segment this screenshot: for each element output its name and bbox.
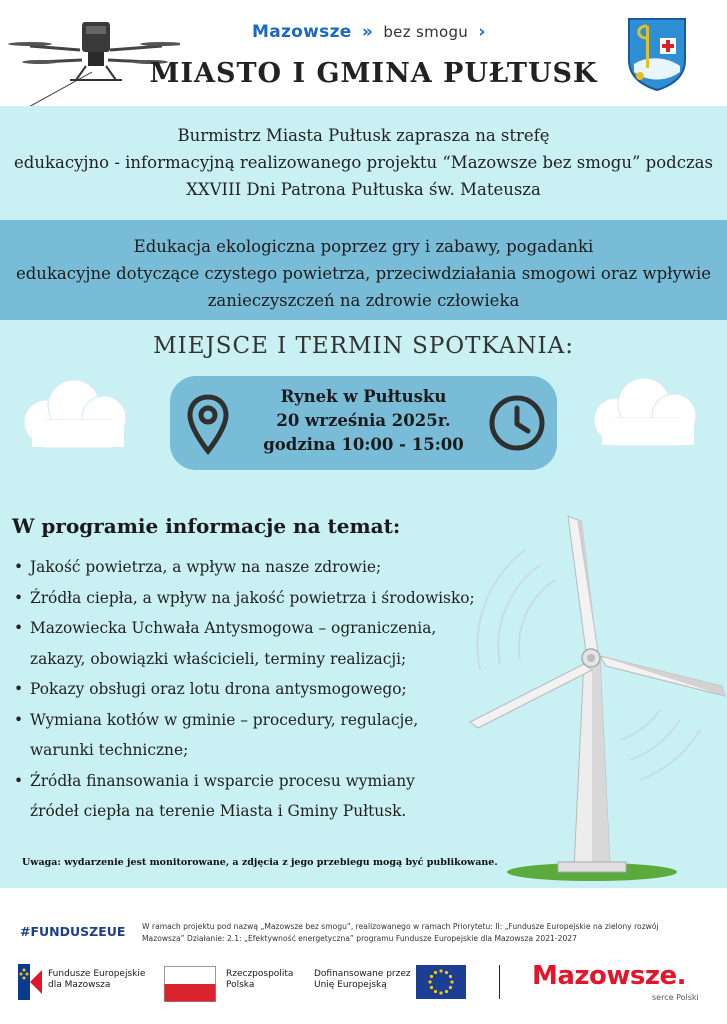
invitation-band	[0, 106, 727, 220]
list-item: • Wymiana kotłów w gminie – procedury, regulacje,	[14, 705, 484, 736]
list-item: • Źródła finansowania i wsparcie procesu wymiany	[14, 766, 484, 797]
eu-cofunded-label	[314, 969, 414, 991]
brand-logo	[252, 22, 486, 42]
wind-turbine-illustration	[460, 510, 727, 888]
brand-sub: bez smogu	[383, 23, 469, 41]
invitation-line-1: Burmistrz Miasta Pułtusk zaprasza na strefę	[177, 126, 550, 145]
education-line-2: edukacyjne dotyczące czystego powietrza, przeciwdziałania smogowi oraz wpływie	[15, 264, 712, 283]
eu-cofunded-line-1: Dofinansowane przez	[314, 969, 411, 979]
cloud-icon	[12, 376, 142, 456]
mazowsze-logo: Mazowsze.	[532, 961, 687, 991]
polish-republic-line-2: Polska	[226, 980, 255, 990]
eu-cofunded-line-2: Unię Europejską	[314, 980, 387, 990]
brand-chevron: »	[361, 22, 374, 42]
eu-flag-icon	[416, 965, 466, 999]
cloud-icon	[582, 374, 712, 454]
meeting-time: godzina 10:00 - 15:00	[263, 435, 464, 454]
education-band	[0, 220, 727, 320]
program-list	[14, 552, 484, 827]
invitation-line-3: XXVIII Dni Patrona Pułtuska św. Mateusza	[186, 180, 541, 199]
meeting-details	[170, 385, 557, 457]
brand-main: Mazowsze	[252, 22, 352, 42]
european-funds-logo-icon	[16, 962, 44, 1002]
polish-republic-line-1: Rzeczpospolita	[226, 969, 294, 979]
polish-flag-icon	[164, 966, 216, 1002]
list-item-continuation: warunki techniczne;	[30, 741, 189, 759]
education-line-3: zanieczyszczeń na zdrowie człowieka	[207, 291, 520, 310]
meeting-place: Rynek w Pułtusku	[280, 387, 447, 406]
list-item: • Jakość powietrza, a wpływ na nasze zdrowie;	[14, 552, 484, 583]
list-item: • Mazowiecka Uchwała Antysmogowa – ograniczenia,	[14, 613, 484, 644]
coat-of-arms-icon	[626, 16, 688, 92]
european-funds-line-2: dla Mazowsza	[48, 980, 111, 990]
footer-divider	[499, 965, 500, 999]
funding-statement: W ramach projektu pod nazwą „Mazowsze bez smogu”, realizowanego w ramach Priorytetu: II: „Fundusze Europejskie na zielony rozwój Mazowsza” Działanie: 2.1: „Efektywność energetyczna” programu Fundusze Europejskie dla Mazowsza 2021-2027	[142, 922, 659, 943]
invitation-line-2: edukacyjno - informacyjną realizowanego projektu “Mazowsze bez smogu” podczas	[14, 153, 713, 172]
list-item: • Pokazy obsługi oraz lotu drona antysmogowego;	[14, 674, 484, 705]
meeting-heading: MIEJSCE I TERMIN SPOTKANIA:	[153, 333, 574, 359]
monitoring-note: Uwaga: wydarzenie jest monitorowane, a zdjęcia z jego przebiegu mogą być publikowane.	[22, 857, 498, 868]
polish-republic-label	[226, 969, 306, 991]
footer	[0, 888, 727, 1024]
program-heading: W programie informacje na temat:	[12, 514, 401, 538]
list-item-continuation: zakazy, obowiązki właścicieli, terminy realizacji;	[30, 649, 407, 668]
page-title: MIASTO I GMINA PUŁTUSK	[149, 58, 598, 89]
list-item: • Źródła ciepła, a wpływ na jakość powietrza i środowisko;	[14, 583, 484, 614]
funds-hashtag: #FUNDUSZEUE	[20, 924, 126, 939]
meeting-date: 20 września 2025r.	[276, 411, 451, 430]
brand-end-chevron: ›	[478, 22, 486, 42]
european-funds-label	[48, 969, 158, 991]
european-funds-line-1: Fundusze Europejskie	[48, 969, 146, 979]
education-line-1: Edukacja ekologiczna poprzez gry i zabawy, pogadanki	[133, 237, 594, 256]
list-item-continuation: źródeł ciepła na terenie Miasta i Gminy Pułtusk.	[30, 802, 407, 820]
mazowsze-tagline: serce Polski	[652, 993, 699, 1002]
